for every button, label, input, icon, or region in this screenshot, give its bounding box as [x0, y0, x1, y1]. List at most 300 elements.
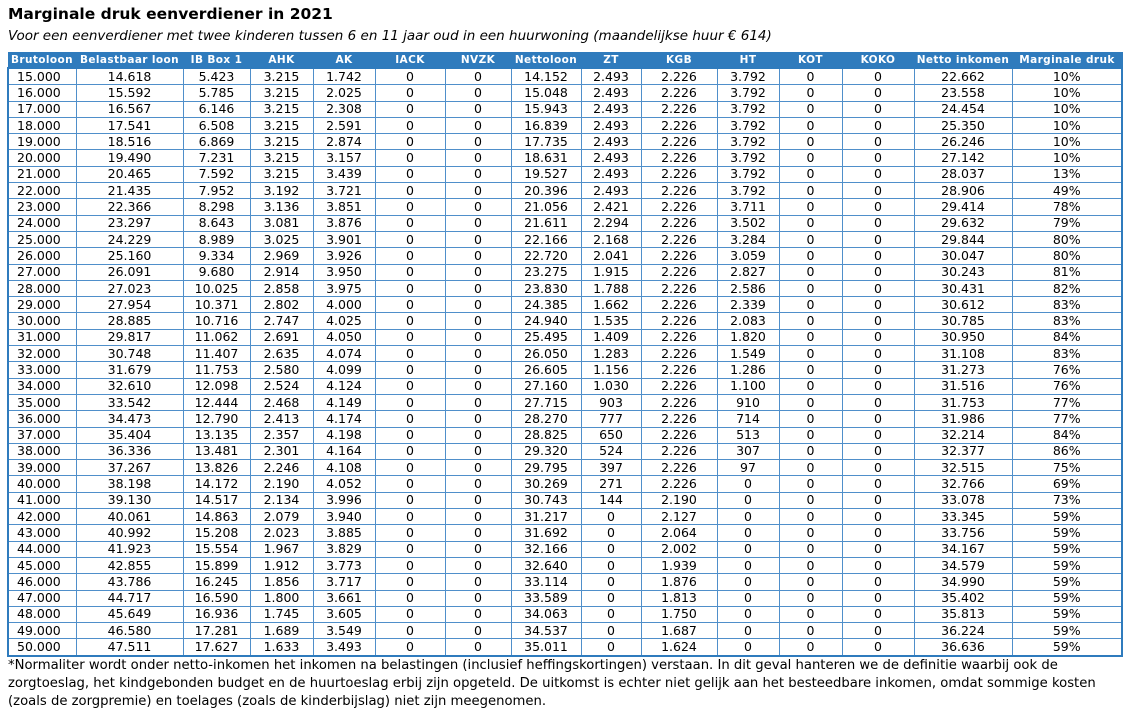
cell-nvzk: 0 — [445, 150, 511, 166]
cell-ahk: 1.967 — [250, 541, 313, 557]
cell-brutoloon: 16.000 — [8, 85, 76, 101]
table-header-row — [8, 53, 1122, 69]
cell-koko: 0 — [842, 606, 914, 622]
cell-netto-inkomen: 24.454 — [914, 101, 1012, 117]
cell-kot: 0 — [779, 639, 842, 656]
cell-ht: 3.792 — [717, 101, 779, 117]
cell-ak: 3.885 — [313, 525, 375, 541]
cell-brutoloon: 34.000 — [8, 378, 76, 394]
cell-netto-inkomen: 32.214 — [914, 427, 1012, 443]
cell-ht: 0 — [717, 492, 779, 508]
cell-kot: 0 — [779, 166, 842, 182]
cell-koko: 0 — [842, 590, 914, 606]
cell-ak: 3.661 — [313, 590, 375, 606]
cell-ib-box-1: 14.172 — [183, 476, 250, 492]
table-row — [8, 362, 1122, 378]
cell-belastbaar-loon: 35.404 — [76, 427, 183, 443]
table-row — [8, 427, 1122, 443]
cell-nvzk: 0 — [445, 623, 511, 639]
cell-iack: 0 — [375, 215, 445, 231]
cell-kot: 0 — [779, 590, 842, 606]
cell-ahk: 3.215 — [250, 134, 313, 150]
cell-kot: 0 — [779, 264, 842, 280]
cell-nettoloon: 21.056 — [511, 199, 581, 215]
cell-kgb: 2.226 — [641, 411, 717, 427]
cell-koko: 0 — [842, 443, 914, 459]
cell-nettoloon: 25.495 — [511, 329, 581, 345]
cell-ht: 3.502 — [717, 215, 779, 231]
cell-ak: 3.157 — [313, 150, 375, 166]
column-header-ht: HT — [717, 53, 779, 69]
cell-zt: 0 — [581, 623, 641, 639]
cell-kot: 0 — [779, 460, 842, 476]
cell-brutoloon: 48.000 — [8, 606, 76, 622]
cell-belastbaar-loon: 30.748 — [76, 346, 183, 362]
cell-marginale-druk: 59% — [1012, 623, 1122, 639]
cell-belastbaar-loon: 40.992 — [76, 525, 183, 541]
cell-marginale-druk: 10% — [1012, 68, 1122, 85]
cell-ib-box-1: 12.790 — [183, 411, 250, 427]
table-row — [8, 297, 1122, 313]
cell-netto-inkomen: 23.558 — [914, 85, 1012, 101]
table-row — [8, 231, 1122, 247]
cell-belastbaar-loon: 32.610 — [76, 378, 183, 394]
cell-kgb: 1.813 — [641, 590, 717, 606]
cell-ht: 307 — [717, 443, 779, 459]
cell-ht: 3.792 — [717, 68, 779, 85]
cell-iack: 0 — [375, 557, 445, 573]
cell-brutoloon: 23.000 — [8, 199, 76, 215]
cell-ahk: 1.800 — [250, 590, 313, 606]
cell-iack: 0 — [375, 427, 445, 443]
cell-belastbaar-loon: 19.490 — [76, 150, 183, 166]
cell-ib-box-1: 17.627 — [183, 639, 250, 656]
table-row — [8, 101, 1122, 117]
cell-ak: 4.149 — [313, 394, 375, 410]
cell-koko: 0 — [842, 297, 914, 313]
cell-nvzk: 0 — [445, 297, 511, 313]
marginal-pressure-table — [7, 52, 1123, 657]
cell-ib-box-1: 15.554 — [183, 541, 250, 557]
cell-belastbaar-loon: 38.198 — [76, 476, 183, 492]
cell-iack: 0 — [375, 117, 445, 133]
cell-belastbaar-loon: 17.541 — [76, 117, 183, 133]
cell-zt: 2.493 — [581, 101, 641, 117]
cell-koko: 0 — [842, 509, 914, 525]
cell-nettoloon: 34.063 — [511, 606, 581, 622]
cell-ahk: 2.413 — [250, 411, 313, 427]
cell-kot: 0 — [779, 313, 842, 329]
cell-brutoloon: 38.000 — [8, 443, 76, 459]
cell-brutoloon: 47.000 — [8, 590, 76, 606]
cell-kgb: 1.939 — [641, 557, 717, 573]
cell-ahk: 2.969 — [250, 248, 313, 264]
column-header-brutoloon: Brutoloon — [8, 53, 76, 69]
cell-koko: 0 — [842, 329, 914, 345]
cell-ht: 0 — [717, 525, 779, 541]
cell-ak: 4.074 — [313, 346, 375, 362]
cell-zt: 0 — [581, 525, 641, 541]
cell-zt: 0 — [581, 590, 641, 606]
cell-ht: 3.792 — [717, 183, 779, 199]
table-row — [8, 394, 1122, 410]
cell-koko: 0 — [842, 68, 914, 85]
cell-ak: 3.926 — [313, 248, 375, 264]
cell-koko: 0 — [842, 557, 914, 573]
cell-koko: 0 — [842, 313, 914, 329]
cell-nettoloon: 34.537 — [511, 623, 581, 639]
cell-ak: 3.851 — [313, 199, 375, 215]
cell-brutoloon: 15.000 — [8, 68, 76, 85]
table-row — [8, 378, 1122, 394]
cell-koko: 0 — [842, 639, 914, 656]
cell-zt: 1.788 — [581, 280, 641, 296]
cell-zt: 2.294 — [581, 215, 641, 231]
cell-ahk: 2.357 — [250, 427, 313, 443]
cell-ib-box-1: 6.508 — [183, 117, 250, 133]
cell-nvzk: 0 — [445, 460, 511, 476]
cell-nettoloon: 27.715 — [511, 394, 581, 410]
cell-koko: 0 — [842, 346, 914, 362]
cell-kot: 0 — [779, 411, 842, 427]
cell-ak: 2.025 — [313, 85, 375, 101]
column-header-iack: IACK — [375, 53, 445, 69]
cell-kgb: 1.624 — [641, 639, 717, 656]
cell-ahk: 3.215 — [250, 101, 313, 117]
cell-ak: 2.874 — [313, 134, 375, 150]
table-row — [8, 150, 1122, 166]
page-subtitle: Voor een eenverdiener met twee kinderen tussen 6 en 11 jaar oud in een huurwoning (maandelijkse huur € 614) — [8, 28, 772, 44]
cell-netto-inkomen: 31.516 — [914, 378, 1012, 394]
cell-netto-inkomen: 22.662 — [914, 68, 1012, 85]
cell-nettoloon: 33.114 — [511, 574, 581, 590]
cell-brutoloon: 21.000 — [8, 166, 76, 182]
cell-netto-inkomen: 36.636 — [914, 639, 1012, 656]
cell-ahk: 1.745 — [250, 606, 313, 622]
column-header-zt: ZT — [581, 53, 641, 69]
cell-kot: 0 — [779, 378, 842, 394]
cell-ht: 910 — [717, 394, 779, 410]
cell-ak: 3.901 — [313, 231, 375, 247]
cell-marginale-druk: 79% — [1012, 215, 1122, 231]
cell-nettoloon: 30.269 — [511, 476, 581, 492]
cell-ak: 4.052 — [313, 476, 375, 492]
cell-belastbaar-loon: 41.923 — [76, 541, 183, 557]
cell-ib-box-1: 10.025 — [183, 280, 250, 296]
cell-netto-inkomen: 31.753 — [914, 394, 1012, 410]
cell-nvzk: 0 — [445, 231, 511, 247]
cell-ht: 0 — [717, 606, 779, 622]
cell-koko: 0 — [842, 411, 914, 427]
cell-brutoloon: 44.000 — [8, 541, 76, 557]
column-header-marginale-druk: Marginale druk — [1012, 53, 1122, 69]
cell-ib-box-1: 7.952 — [183, 183, 250, 199]
cell-ahk: 1.912 — [250, 557, 313, 573]
cell-ak: 3.717 — [313, 574, 375, 590]
cell-ib-box-1: 11.407 — [183, 346, 250, 362]
cell-netto-inkomen: 25.350 — [914, 117, 1012, 133]
cell-koko: 0 — [842, 427, 914, 443]
cell-belastbaar-loon: 39.130 — [76, 492, 183, 508]
cell-belastbaar-loon: 14.618 — [76, 68, 183, 85]
cell-iack: 0 — [375, 590, 445, 606]
cell-brutoloon: 46.000 — [8, 574, 76, 590]
cell-zt: 1.156 — [581, 362, 641, 378]
table-row — [8, 606, 1122, 622]
cell-belastbaar-loon: 20.465 — [76, 166, 183, 182]
cell-iack: 0 — [375, 394, 445, 410]
cell-koko: 0 — [842, 101, 914, 117]
cell-zt: 1.535 — [581, 313, 641, 329]
cell-ib-box-1: 11.062 — [183, 329, 250, 345]
table-row — [8, 492, 1122, 508]
cell-brutoloon: 31.000 — [8, 329, 76, 345]
cell-koko: 0 — [842, 85, 914, 101]
cell-ak: 1.742 — [313, 68, 375, 85]
cell-netto-inkomen: 36.224 — [914, 623, 1012, 639]
cell-zt: 2.041 — [581, 248, 641, 264]
table-row — [8, 215, 1122, 231]
cell-nettoloon: 16.839 — [511, 117, 581, 133]
cell-belastbaar-loon: 22.366 — [76, 199, 183, 215]
cell-marginale-druk: 59% — [1012, 574, 1122, 590]
cell-ht: 3.792 — [717, 134, 779, 150]
table-row — [8, 574, 1122, 590]
cell-ht: 0 — [717, 476, 779, 492]
cell-zt: 0 — [581, 639, 641, 656]
cell-nettoloon: 23.830 — [511, 280, 581, 296]
cell-nvzk: 0 — [445, 541, 511, 557]
cell-kgb: 2.127 — [641, 509, 717, 525]
cell-kot: 0 — [779, 329, 842, 345]
cell-ahk: 2.134 — [250, 492, 313, 508]
cell-iack: 0 — [375, 329, 445, 345]
cell-ib-box-1: 5.785 — [183, 85, 250, 101]
cell-kgb: 2.226 — [641, 68, 717, 85]
cell-iack: 0 — [375, 346, 445, 362]
cell-brutoloon: 40.000 — [8, 476, 76, 492]
cell-brutoloon: 45.000 — [8, 557, 76, 573]
cell-kot: 0 — [779, 215, 842, 231]
cell-nettoloon: 15.048 — [511, 85, 581, 101]
cell-netto-inkomen: 30.950 — [914, 329, 1012, 345]
cell-nettoloon: 28.270 — [511, 411, 581, 427]
cell-nvzk: 0 — [445, 525, 511, 541]
cell-brutoloon: 32.000 — [8, 346, 76, 362]
cell-kgb: 1.687 — [641, 623, 717, 639]
cell-ht: 3.792 — [717, 117, 779, 133]
cell-ht: 3.792 — [717, 150, 779, 166]
cell-kgb: 2.226 — [641, 329, 717, 345]
cell-brutoloon: 36.000 — [8, 411, 76, 427]
cell-ak: 3.950 — [313, 264, 375, 280]
cell-ht: 0 — [717, 574, 779, 590]
cell-ak: 4.164 — [313, 443, 375, 459]
cell-kgb: 2.226 — [641, 443, 717, 459]
cell-iack: 0 — [375, 443, 445, 459]
cell-ib-box-1: 14.517 — [183, 492, 250, 508]
cell-ht: 1.286 — [717, 362, 779, 378]
cell-nettoloon: 32.640 — [511, 557, 581, 573]
cell-nvzk: 0 — [445, 280, 511, 296]
cell-marginale-druk: 77% — [1012, 394, 1122, 410]
cell-netto-inkomen: 31.108 — [914, 346, 1012, 362]
cell-ak: 4.099 — [313, 362, 375, 378]
cell-ak: 3.996 — [313, 492, 375, 508]
cell-ak: 4.025 — [313, 313, 375, 329]
cell-netto-inkomen: 30.785 — [914, 313, 1012, 329]
cell-netto-inkomen: 32.515 — [914, 460, 1012, 476]
cell-ib-box-1: 17.281 — [183, 623, 250, 639]
cell-nvzk: 0 — [445, 199, 511, 215]
cell-netto-inkomen: 35.402 — [914, 590, 1012, 606]
cell-ak: 2.308 — [313, 101, 375, 117]
cell-nvzk: 0 — [445, 427, 511, 443]
cell-kot: 0 — [779, 248, 842, 264]
cell-netto-inkomen: 28.037 — [914, 166, 1012, 182]
cell-iack: 0 — [375, 623, 445, 639]
cell-kgb: 2.226 — [641, 101, 717, 117]
cell-nvzk: 0 — [445, 639, 511, 656]
cell-ib-box-1: 8.989 — [183, 231, 250, 247]
cell-kot: 0 — [779, 476, 842, 492]
cell-belastbaar-loon: 37.267 — [76, 460, 183, 476]
table-row — [8, 590, 1122, 606]
cell-zt: 1.662 — [581, 297, 641, 313]
cell-ib-box-1: 15.208 — [183, 525, 250, 541]
cell-koko: 0 — [842, 623, 914, 639]
table-row — [8, 411, 1122, 427]
cell-zt: 2.421 — [581, 199, 641, 215]
cell-nvzk: 0 — [445, 183, 511, 199]
cell-kot: 0 — [779, 117, 842, 133]
cell-ht: 1.820 — [717, 329, 779, 345]
cell-ib-box-1: 16.590 — [183, 590, 250, 606]
column-header-kot: KOT — [779, 53, 842, 69]
cell-koko: 0 — [842, 492, 914, 508]
cell-ib-box-1: 13.135 — [183, 427, 250, 443]
cell-brutoloon: 37.000 — [8, 427, 76, 443]
cell-netto-inkomen: 34.579 — [914, 557, 1012, 573]
cell-ahk: 2.635 — [250, 346, 313, 362]
cell-nettoloon: 22.166 — [511, 231, 581, 247]
cell-marginale-druk: 83% — [1012, 313, 1122, 329]
cell-kot: 0 — [779, 509, 842, 525]
cell-ib-box-1: 6.869 — [183, 134, 250, 150]
cell-belastbaar-loon: 31.679 — [76, 362, 183, 378]
table-row — [8, 639, 1122, 656]
cell-ht: 97 — [717, 460, 779, 476]
cell-brutoloon: 20.000 — [8, 150, 76, 166]
cell-ahk: 3.136 — [250, 199, 313, 215]
cell-ht: 2.586 — [717, 280, 779, 296]
cell-brutoloon: 35.000 — [8, 394, 76, 410]
cell-iack: 0 — [375, 134, 445, 150]
cell-koko: 0 — [842, 394, 914, 410]
cell-kot: 0 — [779, 525, 842, 541]
cell-nvzk: 0 — [445, 68, 511, 85]
cell-kgb: 2.226 — [641, 476, 717, 492]
cell-belastbaar-loon: 18.516 — [76, 134, 183, 150]
column-header-nettoloon: Nettoloon — [511, 53, 581, 69]
cell-ib-box-1: 16.936 — [183, 606, 250, 622]
cell-ib-box-1: 10.371 — [183, 297, 250, 313]
cell-ib-box-1: 16.245 — [183, 574, 250, 590]
cell-marginale-druk: 83% — [1012, 346, 1122, 362]
cell-nettoloon: 31.692 — [511, 525, 581, 541]
cell-kot: 0 — [779, 541, 842, 557]
cell-ahk: 2.858 — [250, 280, 313, 296]
cell-kgb: 2.190 — [641, 492, 717, 508]
cell-nettoloon: 14.152 — [511, 68, 581, 85]
cell-netto-inkomen: 31.986 — [914, 411, 1012, 427]
cell-netto-inkomen: 30.431 — [914, 280, 1012, 296]
cell-kot: 0 — [779, 362, 842, 378]
table-body — [8, 68, 1122, 656]
cell-iack: 0 — [375, 509, 445, 525]
cell-ak: 3.493 — [313, 639, 375, 656]
cell-marginale-druk: 59% — [1012, 639, 1122, 656]
cell-iack: 0 — [375, 476, 445, 492]
cell-brutoloon: 25.000 — [8, 231, 76, 247]
cell-ib-box-1: 6.146 — [183, 101, 250, 117]
cell-koko: 0 — [842, 231, 914, 247]
cell-nvzk: 0 — [445, 134, 511, 150]
cell-ib-box-1: 12.444 — [183, 394, 250, 410]
cell-belastbaar-loon: 27.954 — [76, 297, 183, 313]
cell-belastbaar-loon: 36.336 — [76, 443, 183, 459]
cell-marginale-druk: 76% — [1012, 378, 1122, 394]
cell-zt: 2.493 — [581, 150, 641, 166]
cell-kgb: 2.226 — [641, 427, 717, 443]
cell-ht: 2.083 — [717, 313, 779, 329]
cell-nvzk: 0 — [445, 590, 511, 606]
cell-ib-box-1: 5.423 — [183, 68, 250, 85]
cell-belastbaar-loon: 25.160 — [76, 248, 183, 264]
cell-ht: 0 — [717, 639, 779, 656]
table-row — [8, 264, 1122, 280]
cell-marginale-druk: 76% — [1012, 362, 1122, 378]
cell-zt: 0 — [581, 557, 641, 573]
cell-ak: 4.174 — [313, 411, 375, 427]
cell-zt: 650 — [581, 427, 641, 443]
cell-brutoloon: 50.000 — [8, 639, 76, 656]
cell-nvzk: 0 — [445, 215, 511, 231]
cell-belastbaar-loon: 27.023 — [76, 280, 183, 296]
cell-iack: 0 — [375, 574, 445, 590]
cell-ahk: 3.192 — [250, 183, 313, 199]
cell-nvzk: 0 — [445, 509, 511, 525]
cell-nvzk: 0 — [445, 117, 511, 133]
table-row — [8, 525, 1122, 541]
cell-nettoloon: 32.166 — [511, 541, 581, 557]
cell-ak: 4.000 — [313, 297, 375, 313]
cell-belastbaar-loon: 24.229 — [76, 231, 183, 247]
cell-koko: 0 — [842, 280, 914, 296]
cell-kgb: 2.226 — [641, 117, 717, 133]
cell-marginale-druk: 69% — [1012, 476, 1122, 492]
cell-kgb: 2.226 — [641, 183, 717, 199]
cell-nvzk: 0 — [445, 101, 511, 117]
cell-belastbaar-loon: 29.817 — [76, 329, 183, 345]
table-row — [8, 199, 1122, 215]
cell-marginale-druk: 78% — [1012, 199, 1122, 215]
cell-kgb: 2.002 — [641, 541, 717, 557]
table-row — [8, 313, 1122, 329]
cell-brutoloon: 19.000 — [8, 134, 76, 150]
cell-marginale-druk: 84% — [1012, 427, 1122, 443]
cell-ht: 0 — [717, 557, 779, 573]
